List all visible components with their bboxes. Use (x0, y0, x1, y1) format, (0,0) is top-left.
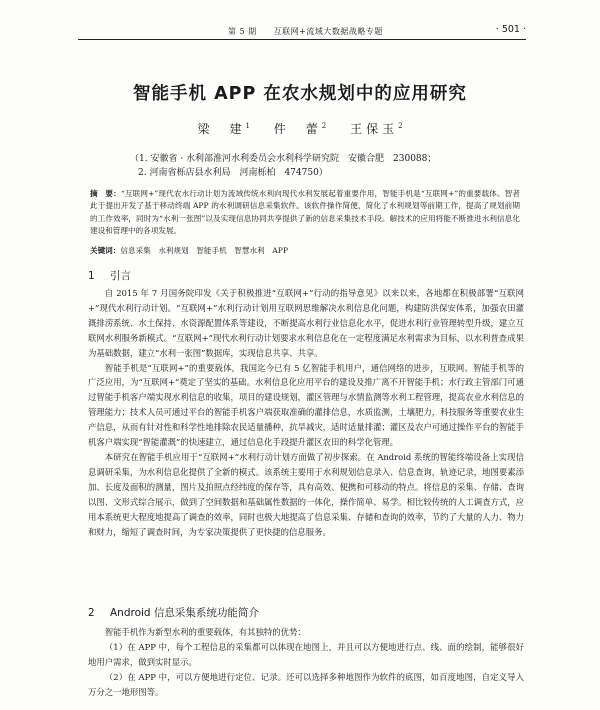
section-heading-introduction (88, 268, 131, 283)
affiliation-1: （1. 安徽省 · 水利部淮河水利委员会水利科学研究院 安徽合肥 230088； (130, 154, 437, 164)
paragraph: 自 2015 年 7 月国务院印发《关于积极推进“互联网+”行动的指导意见》以来以来，各地都在积极部署“互联网+”现代水利行动计划。“互联网+”水利行动计划用互联网思维解决水利信息化问题，构建防洪保安体系，加强农田灌溉排涝系统、水土保持、水资源配置体系等建设，不断提高水利行业信息化水平，促进水利行业管理转型升级，建立互联网水利服务新模式。“互联网+”现代水利行动计划要求水利信息化在一定程度满足水利需求为目标，以水利普查成果为基础数据，建立“水利一张图”数据库，实现信息共享、共享。 (88, 288, 524, 358)
paragraph: 智能手机作为新型水利的重要载体，有其独特的优势： (104, 627, 306, 637)
author-affil-mark: 1 (245, 122, 250, 130)
author-list (0, 120, 600, 137)
abstract-label: 摘 要： (90, 189, 121, 198)
affiliation-2: 2. 河南省栎店县水利局 河南栎柏 474750） (138, 168, 328, 178)
section-2-body (88, 625, 524, 700)
paragraph: 本研究在智能手机应用于“互联网+”水利行动计划方面做了初步探索。在 Android 系统的智能终端设备上实现信息调研采集，为水利信息化提供了全新的模式。该系统主要用于水利规划信息录入、信息查询，轨迹记录，地图要素添加、长度及面积的测量，图片及拍照点经纬度的保存等，具有高效、便携和可移动的特点。将信息的采集、存储、查询以图、文形式综合展示，做到了空间数据和基础属性数据的一体化，操作简单、易学。相比较传统的人工调查方式，应用本系统更大程度地提高了调查的效率，同时也极大地提高了信息采集、存储和查询的效率，节约了大量的人力、物力和财力，缩短了调查时间，为专家决策提供了更快捷的信息服务。 (88, 451, 524, 537)
paper-title: 智能手机 APP 在农水规划中的应用研究 (133, 84, 467, 104)
author-name: 梁 建 (197, 122, 246, 136)
running-header (78, 26, 526, 40)
abstract-text: “互联网+”现代农水行动计划为流域传统水利向现代水利发展起着重要作用，智能手机是“互联网+”的重要载体。智者此于提出开发了基于移动终端 APP 的水利调研信息采集软件。该软件操作简便，简化了水利规划等前期工作，提高了规划前期的工作效率，同时为“水利一张图”以及实现信息协同共享提供了新的信息采集技术手段。解技术的应用将能不断推进水利信息化建设和管理中的各项发展。 (90, 189, 520, 236)
page-number: · 501 · (495, 24, 526, 35)
author-affil-mark: 2 (321, 122, 327, 130)
paragraph: 智能手机是“互联网+”的重要载体，我国迄今已有 5 亿智能手机用户，通信网络的进步，互联网、智能手机等的广泛应用，为“互联网+”奠定了坚实的基础。水利信息化应用平台的建设及推广离不开智能手机；水行政主管部门可通过智能手机客户端实现水利信息的收集，项目的建设规划，灌区管理与水情监测等水利工程管理，提高农业水利信息的管理能力；技术人员可通过平台的智能手机客户端获取准确的灌排信息，水质监测，土壤肥力，科技服务等重要农业生产信息，从而有针对性和科学性地排除农民适量播种，抗旱减灾，适时适量排灌；灌区及农户可通过操作平台的智能手机客户端实现“智能灌溉”的快速建立，通过信息化手段提升灌区农田的科学化管理。 (88, 362, 524, 448)
paragraph: （2）在 APP 中，可以方便地进行定位、记录。还可以选择多种地图作为软件的底图，如百度地图，自定义导入万分之一地形图等。 (88, 671, 524, 697)
section-number: 1 (88, 270, 95, 282)
author-name: 王保玉 (350, 122, 399, 136)
keywords-label: 关键词： (90, 246, 121, 255)
keywords (90, 245, 520, 256)
abstract (90, 188, 520, 238)
keywords-text: 信息采集 水利规划 智能手机 智慧水利 APP (120, 246, 288, 255)
journal-issue-title: 第 5 期 互联网+流域大数据战略专题 (228, 27, 383, 36)
section-1-body (88, 286, 524, 539)
section-number: 2 (88, 607, 95, 619)
section-heading-android-system (88, 605, 259, 620)
author-affil-mark: 2 (398, 122, 403, 130)
section-title: 引言 (110, 270, 131, 282)
author-name: 件 蕾 (273, 122, 322, 136)
section-title: Android 信息采集系统功能简介 (110, 607, 259, 619)
paragraph: （1）在 APP 中，每个工程信息的采集都可以体现在地图上，并且可以方便地进行点、线、面的绘制，能够很好地用户需求，做到实时显示。 (88, 641, 524, 667)
